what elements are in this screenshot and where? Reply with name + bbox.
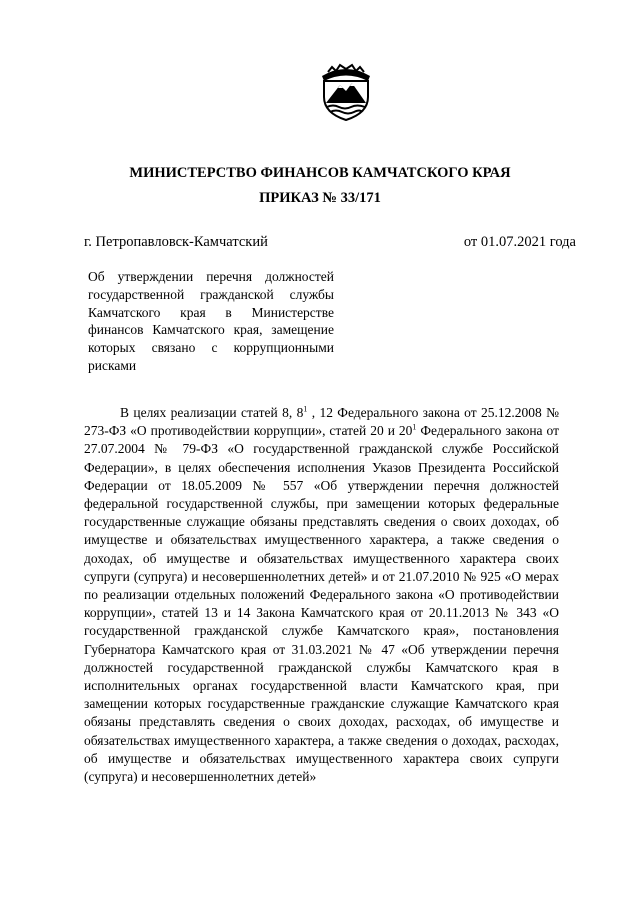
city: г. Петропавловск-Камчатский bbox=[84, 234, 268, 250]
body-text-part: Федерального закона от 27.07.2004 № 79-ФЗ «О государственной гражданской службе Российской Федерации», в целях обеспечения исполнения Указов Президента Российской Федерации от 18.05.2009 № 557 «Об утверждении перечня должностей федеральной государственной службы, при замещении которых федеральные государственные служащие обязаны представлять сведения о своих доходах, об имуществе и обязательствах имущественного характера, а также сведения о доходах, об имуществе и обязательствах имущественного характера своих супруги (супруга) и несовершеннолетних детей» и от 21.07.2010 № 925 «О мерах по реализации отдельных положений Федерального закона «О противодействии коррупции», статей 13 и 14 Закона Камчатского края от 20.11.2013 № 343 «О государственной гражданской службе Камчатского края», постановления Губернатора Камчатского края от 31.03.2021 № 47 «Об утверждении перечня должностей государственной гражданской службы Камчатского края в исполнительных органах государственной власти Камчатского края, при замещении которых государственные гражданские служащие Камчатского края обязаны представлять сведения о своих доходах, расходах, об имуществе и обязательствах имущественного характера, а также сведения о доходах, расходах, об имуществе и обязательствах имущественного характера своих супруги (супруга) и несовершеннолетних детей» bbox=[84, 423, 560, 785]
body-text-part: , 12 Федерального закона от 25.12.2008 № 273-ФЗ «О противодействии коррупции», статей 20 и 20 bbox=[84, 405, 559, 439]
body-text-part: В целях реализации статей 8, 8 bbox=[120, 405, 304, 420]
order-subject: Об утверждении перечня должностей государственной гражданской службы Камчатского края в Министерстве финансов Камчатского края, замещение которых связано с коррупционными рисками bbox=[88, 269, 334, 373]
kamchatka-coat-of-arms-icon bbox=[316, 63, 376, 121]
order-title: ПРИКАЗ № 33/171 bbox=[259, 190, 381, 206]
body-paragraph bbox=[84, 404, 559, 786]
ministry-title: МИНИСТЕРСТВО ФИНАНСОВ КАМЧАТСКОГО КРАЯ bbox=[129, 165, 511, 181]
superscript: 1 bbox=[412, 422, 417, 432]
order-date: от 01.07.2021 года bbox=[463, 234, 576, 250]
superscript: 1 bbox=[303, 404, 308, 414]
